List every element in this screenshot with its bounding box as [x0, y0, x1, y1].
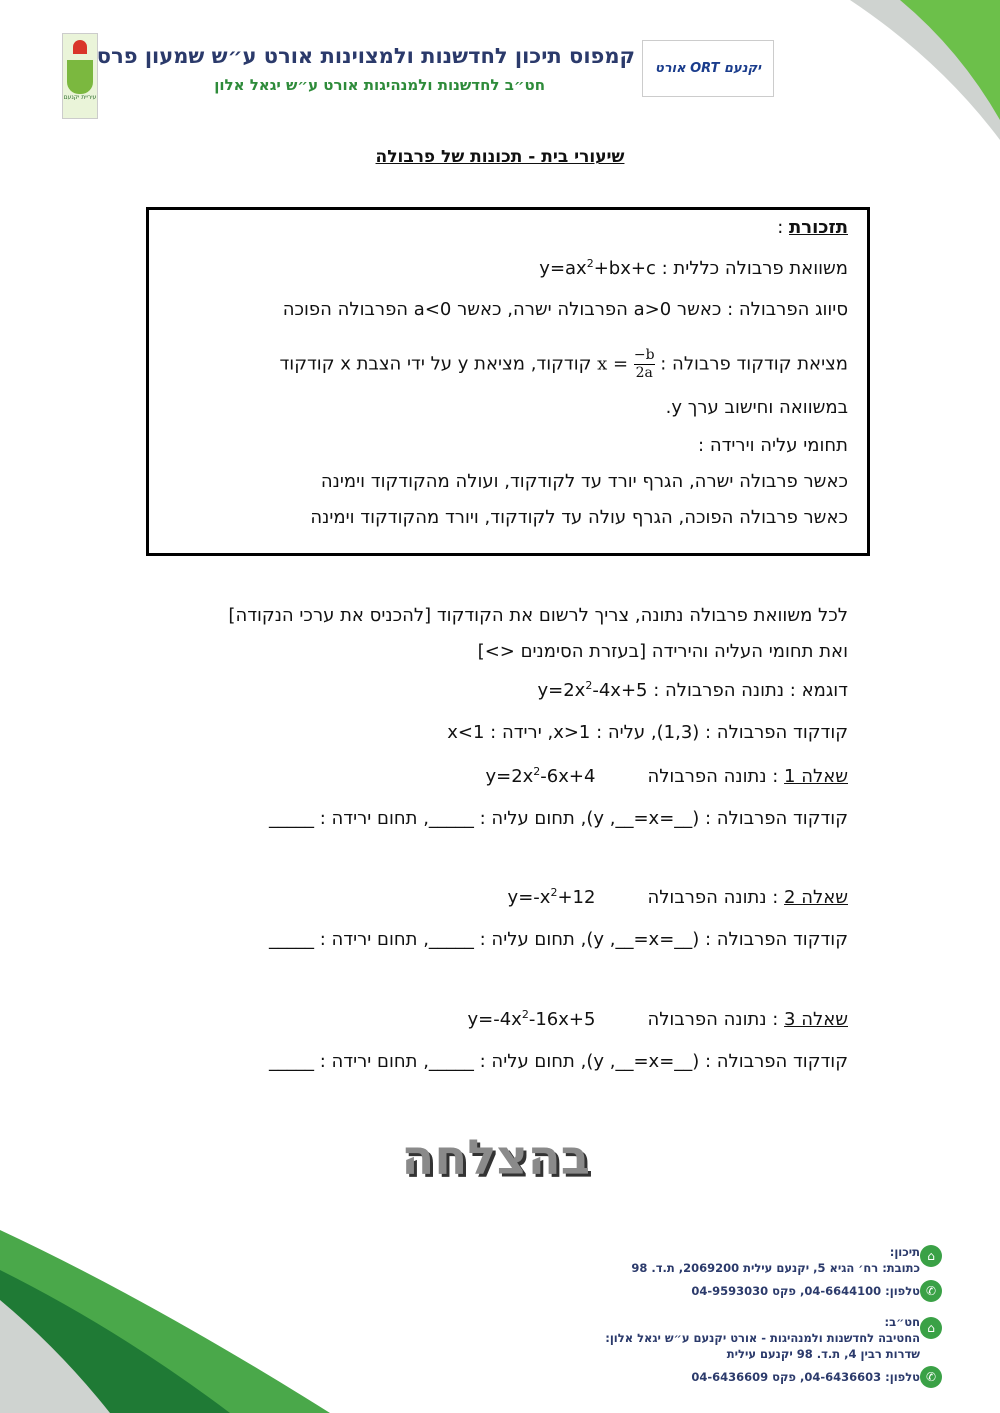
phone-icon: ✆ [920, 1280, 942, 1302]
question-1: שאלה 1 : נתונה $הפרבולהy=2x^2-6x+4$ [485, 765, 848, 787]
answer-field-2[interactable]: קודקוד הפרבולה : (__=y ,__=x), תחום עליה : _____, תחום ירידה : _____ [269, 929, 848, 950]
upward-rule: כאשר פרבולה ישרה, הגרף יורד עד לקודקוד, ועולה מהקודקוד וימינה [320, 471, 848, 492]
general-equation-line: משוואת פרבולה כללית : $y=ax^2+bx+c$ [539, 257, 848, 279]
example-line: דוגמא : נתונה הפרבולה : $y=2x^2-4x+5$ [537, 679, 848, 701]
question-2: שאלה 2 : נתונה $הפרבולהy=-x^2+12$ [507, 886, 848, 908]
vertex-continuation: במשוואה וחישוב ערך y. [665, 397, 848, 418]
instructions-line: לכל משוואת פרבולה נתונה, צריך לרשום את הקודקוד [להכניס את ערכי הנקודה] [228, 605, 848, 626]
question-3: שאלה 3 : נתונה $הפרבולהy=-4x^2-16x+5$ [467, 1008, 848, 1030]
good-luck-wordart: בהצלחה [401, 1130, 590, 1186]
example-answer: קודקוד הפרבולה : (1,3), עליה : x>1, ירידה : x<1 [447, 722, 848, 743]
classification-line: סיווג הפרבולה : כאשר a>0 הפרבולה ישרה, כאשר a<0 הפרבולה הפוכה [282, 299, 848, 320]
page-title: שיעורי בית - תכונות של פרבולה [375, 147, 625, 167]
instructions-line: ואת תחומי העליה והירידה [בעזרת הסימנים <>] [477, 641, 848, 662]
reminder-heading: תזכורת [788, 217, 848, 238]
answer-field-1[interactable]: קודקוד הפרבולה : (__=y ,__=x), תחום עליה : _____, תחום ירידה : _____ [269, 808, 848, 829]
worksheet-page: עיריית יקנעם קמפוס תיכון לחדשנות ולמצוינות אורט ע״ש שמעון פרס חט״ב לחדשנות ולמנהיגות אורט ע״ש יגאל אלון אורט ORT יקנעם שיעורי בית - תכונות של פרבולה תזכורת : משוואת פרבולה כללית : $y=ax^2+bx+c$ סיווג הפרבולה : כאשר a>0 הפרבולה ישרה, כאשר a<0 הפרבולה הפוכה מציאת קודקוד פרבולה : x = $\frac{-b}{2a}$ קודקוד, מציאת y על ידי הצבת x קודקוד במשוואה וחישוב ערך y. תחומי עליה וירידה : כאשר פרבולה ישרה, הגרף יורד עד לקודקוד, ועולה מהקודקוד וימינה כאשר פרבולה הפוכה, הגרף עולה עד לקודקוד, ויורד מהקודקוד וימינה לכל משוואת פרבולה נתונה, צריך לרשום את הקודקוד [להכניס את ערכי הנקודה] ואת תחומי העליה והירידה [בעזרת הסימנים <>] דוגמא : נתונה הפרבולה : $y=2x^2-4x+5$ קודקוד הפרבולה : (1,3), עליה : x>1, ירידה : x<1 שאלה 1 : נתונה $הפרבולהy=2x^2-6x+4$ קודקוד הפרבולה : (__=y ,__=x), תחום עליה : _____, תחום ירידה : _____ שאלה 2 : נתונה $הפרבולהy=-x^2+12$ קודקוד הפרבולה : (__=y ,__=x), תחום עליה : _____, תחום ירידה : _____ שאלה 3 : נתונה $הפרבולהy=-4x^2-16x+5$ קודקוד הפרבולה : (__=y ,__=x), תחום עליה : _____, תחום ירידה : _____ בהצלחה ⌂ תיכון: כתובת: רח׳ הגיא 5, יקנעם עילית 2069200, ת.ד. 98 ✆ טלפון: 04-6644100, פקס 04-9593030 ⌂ חט״ב: החטיבה לחדשנות ולמנהיגות - אורט יקנעם ע״ש יגאל אלון: שדרות רבין 4, ת.ד. 98 יקנעם עילית ✆ טלפון: 04-6436603, פקס 04-6436609 [0, 0, 1000, 1413]
ort-logo: אורט ORT יקנעם [642, 40, 774, 97]
city-logo: עיריית יקנעם [62, 33, 98, 119]
home-icon: ⌂ [920, 1245, 942, 1267]
answer-field-3[interactable]: קודקוד הפרבולה : (__=y ,__=x), תחום עליה : _____, תחום ירידה : _____ [269, 1051, 848, 1072]
school-name: קמפוס תיכון לחדשנות ולמצוינות אורט ע״ש שמעון פרס [96, 44, 635, 68]
middle-school-contact: חט״ב: החטיבה לחדשנות ולמנהיגות - אורט יקנעם ע״ש יגאל אלון: שדרות רבין 4, ת.ד. 98 יקנעם עילית [605, 1315, 920, 1361]
ranges-heading: תחומי עליה וירידה : [698, 435, 848, 456]
home-icon: ⌂ [920, 1317, 942, 1339]
high-school-contact: תיכון: כתובת: רח׳ הגיא 5, יקנעם עילית 2069200, ת.ד. 98 [631, 1245, 920, 1275]
middle-school-name: חט״ב לחדשנות ולמנהיגות אורט ע״ש יגאל אלון [214, 76, 545, 94]
phone-icon: ✆ [920, 1366, 942, 1388]
vertex-formula-line: מציאת קודקוד פרבולה : x = $\frac{-b}{2a}$ קודקוד, מציאת y על ידי הצבת x קודקוד [279, 347, 848, 381]
downward-rule: כאשר פרבולה הפוכה, הגרף עולה עד לקודקוד, ויורד מהקודקוד וימינה [310, 507, 848, 528]
middle-school-phone: טלפון: 04-6436603, פקס 04-6436609 [691, 1370, 920, 1384]
high-school-phone: טלפון: 04-6644100, פקס 04-9593030 [691, 1284, 920, 1298]
